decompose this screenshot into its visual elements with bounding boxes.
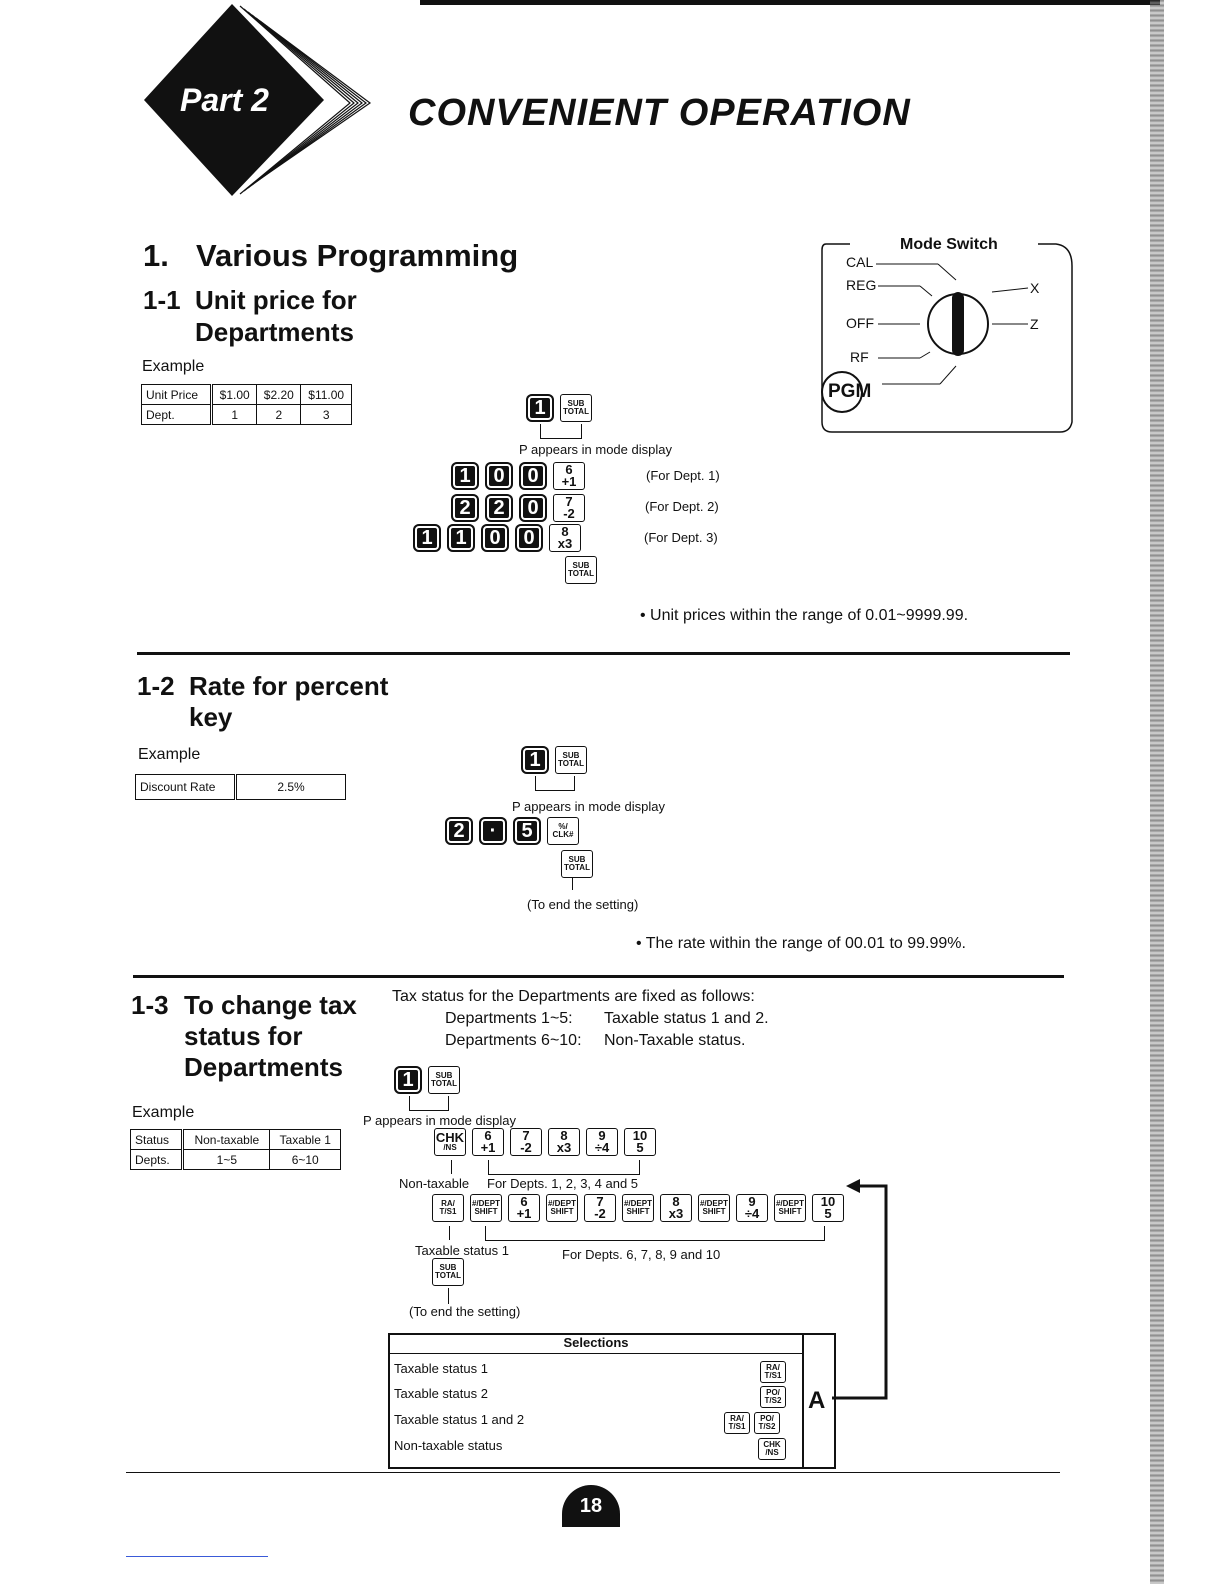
table-cell: 1~5 [183,1150,270,1170]
selection-row: Non-taxable status [394,1438,503,1453]
key-top: 6 [520,1194,528,1209]
key-top: SUB [572,561,590,570]
dept-key [736,1194,768,1222]
dept-key [510,1128,542,1156]
table-cell: 2.5% [236,775,346,800]
key-top: 9 [748,1194,756,1209]
key-top: %/ [558,822,568,831]
section-number: 1. [143,238,169,273]
footnote-rule [126,1556,268,1557]
key-bottom: 5 [636,1140,644,1155]
subsection-title: To change tax [184,990,357,1020]
subtotal-key [561,850,593,878]
digit-key: 1 [526,394,554,422]
key-top: CHK [435,1130,465,1145]
section-title: Various Programming [196,238,519,273]
table-cell: Depts. [131,1150,183,1170]
end-note: (To end the setting) [409,1304,521,1319]
key-bottom: TOTAL [564,863,590,872]
key-bottom: TOTAL [568,569,594,578]
key-bottom: SHIFT [626,1207,650,1216]
dept-shift-key [470,1194,502,1222]
percent-key [547,817,579,845]
key-subtotal-end [561,850,599,878]
p-note: P appears in mode display [363,1113,516,1128]
key-bottom: x3 [668,1206,684,1221]
key-bottom: TOTAL [435,1271,461,1280]
page-number: 18 [562,1485,620,1527]
range-note: • The rate within the range of 00.01 to 99.99%. [636,935,966,952]
dept-key [553,494,585,522]
chk-ns-key [758,1438,786,1460]
subsection-title-line2: status for [184,1021,303,1051]
footer-rule [126,1472,1060,1473]
section-divider [133,975,1064,978]
subsection-title: Unit price for [195,285,357,315]
key-bottom: SHIFT [474,1207,498,1216]
digit-key: 1 [413,524,441,552]
key-top: 7 [596,1194,604,1209]
decimal-key: · [479,817,507,845]
arrow-connector [830,1178,892,1402]
digit-key: 2 [445,817,473,845]
ra-ts1-key [760,1361,786,1383]
subtotal-key [565,556,597,584]
key-top: 10 [820,1194,836,1209]
digit-key: 5 [513,817,541,845]
dept-note: (For Dept. 2) [645,499,719,514]
dept-key [548,1128,580,1156]
subsection-title-line2: key [189,702,233,732]
subsection-number: 1-3 [131,990,169,1020]
table-cell: 3 [301,405,352,425]
table-cell: $11.00 [301,385,352,405]
chk-ns-key [434,1128,466,1156]
digit-key: 1 [447,524,475,552]
key-row-dept2 [451,494,591,522]
mode-reg: REG [846,277,877,293]
key-subtotal-end [565,556,603,584]
key-top: RA/ [766,1363,780,1372]
table-cell: Status [131,1130,183,1150]
selections-title: Selections [390,1335,802,1354]
table-cell: Non-taxable [183,1130,270,1150]
key-bottom: T/S2 [764,1396,782,1405]
key-top: PO/ [760,1414,774,1423]
mode-pgm: PGM [828,381,872,402]
key-top: #/DEPT [547,1199,576,1208]
key-top: 7 [565,494,573,509]
mode-cal: CAL [846,254,874,270]
key-sequence [394,1066,466,1094]
digit-key: 0 [485,462,513,490]
digit-key: 1 [451,462,479,490]
range-note: • Unit prices within the range of 0.01~9999.99. [640,607,969,624]
key-bottom: CLK# [552,830,574,839]
dept-shift-key [774,1194,806,1222]
table-cell: 1 [212,405,257,425]
subsection-title-line2: Departments [195,317,354,347]
fixed-status-value: Non-Taxable status. [604,1032,746,1049]
po-ts2-key [760,1386,786,1408]
ra-ts1-key [724,1412,750,1434]
example-table [130,1129,341,1170]
table-cell: $2.20 [257,385,301,405]
example-label: Example [142,358,205,375]
dept-key [624,1128,656,1156]
divider [802,1335,804,1467]
key-sequence [521,746,593,774]
digit-key: 0 [481,524,509,552]
example-label: Example [138,746,201,763]
mode-x: X [1030,280,1040,296]
selection-row: Taxable status 1 [394,1361,488,1376]
subtotal-key [560,394,592,422]
subtotal-key [432,1258,464,1286]
digit-key: 0 [519,462,547,490]
tick [448,1288,449,1304]
selection-row: Taxable status 2 [394,1386,488,1401]
key-top: 6 [565,462,573,477]
digit-key: 1 [521,746,549,774]
p-note: P appears in mode display [519,442,672,457]
part-banner [140,0,380,200]
key-top: 10 [632,1128,648,1143]
dept-note: (For Dept. 1) [646,468,720,483]
bracket [409,1096,449,1111]
dept-key [472,1128,504,1156]
subsection-number: 1-1 [143,285,181,315]
dept-key [586,1128,618,1156]
key-top: SUB [439,1263,457,1272]
key-bottom: ÷4 [594,1140,610,1155]
mode-switch-title: Mode Switch [900,236,998,253]
key-row-dept3 [413,524,587,552]
key-top: RA/ [730,1414,744,1423]
key-top: 9 [598,1128,606,1143]
key-bottom: -2 [563,506,575,521]
page-title: CONVENIENT OPERATION [408,92,911,134]
tax-label: Taxable status 1 [415,1243,509,1258]
key-top: SUB [567,399,585,408]
scan-edge [1150,0,1164,1584]
selections-table [388,1333,836,1469]
ra-ts1-key [432,1194,464,1222]
key-top: 6 [484,1128,492,1143]
table-cell: Taxable 1 [270,1130,341,1150]
key-bottom: /NS [443,1143,457,1152]
key-subtotal-end [432,1258,470,1286]
key-top: SUB [562,751,580,760]
key-top: #/DEPT [623,1199,652,1208]
key-row-dept1 [451,462,591,490]
dept-key [660,1194,692,1222]
key-top: CHK [763,1440,781,1449]
key-top: 8 [672,1194,680,1209]
tick [572,878,573,890]
example-label: Example [132,1104,195,1121]
key-bottom: +1 [561,474,577,489]
key-bottom: SHIFT [550,1207,574,1216]
nontax-label: Non-taxable [399,1176,470,1191]
key-sequence [526,394,598,422]
dept-key [549,524,581,552]
key-bottom: SHIFT [778,1207,802,1216]
end-note: (To end the setting) [527,897,639,912]
mode-z: Z [1030,316,1039,332]
key-top: #/DEPT [471,1199,500,1208]
key-bottom: T/S1 [764,1371,782,1380]
table-cell: Discount Rate [136,775,236,800]
bracket [540,424,582,439]
digit-key: 2 [485,494,513,522]
key-top: SUB [568,855,586,864]
table-cell: $1.00 [212,385,257,405]
subtotal-key [428,1066,460,1094]
key-bottom: -2 [520,1140,532,1155]
po-ts2-key [754,1412,780,1434]
dept-shift-key [546,1194,578,1222]
tax-intro: Tax status for the Departments are fixed as follows: [392,988,755,1005]
key-top: #/DEPT [699,1199,728,1208]
key-bottom: +1 [480,1140,496,1155]
key-bottom: /NS [765,1448,779,1457]
key-top: SUB [435,1071,453,1080]
dept-shift-key [698,1194,730,1222]
key-row-rate [445,817,585,845]
key-bottom: TOTAL [563,407,589,416]
tax-depts: For Depts. 6, 7, 8, 9 and 10 [562,1247,721,1262]
bracket [485,1226,825,1241]
digit-key: 0 [515,524,543,552]
dept-key [508,1194,540,1222]
key-row-nontax [434,1128,662,1156]
tick [449,1226,450,1240]
key-bottom: 5 [824,1206,832,1221]
mode-switch-diagram [820,236,1076,436]
fixed-status-label: Departments 6~10: [445,1032,582,1049]
key-top: 7 [522,1128,530,1143]
key-top: RA/ [441,1199,455,1208]
selection-marker: A [808,1387,826,1414]
subsection-number: 1-2 [137,671,175,701]
bracket [535,776,575,791]
key-bottom: T/S1 [728,1422,746,1431]
dept-note: (For Dept. 3) [644,530,718,545]
key-row-tax [432,1194,850,1222]
section-divider [137,652,1070,655]
key-bottom: x3 [557,536,573,551]
example-table [141,384,352,425]
key-bottom: TOTAL [431,1079,457,1088]
table-cell: 2 [257,405,301,425]
key-bottom: TOTAL [558,759,584,768]
dept-key [553,462,585,490]
selection-row: Taxable status 1 and 2 [394,1412,525,1427]
tick [451,1160,452,1174]
digit-key: 0 [519,494,547,522]
part-label: Part 2 [180,82,269,118]
table-cell: Dept. [142,405,212,425]
bracket [488,1160,640,1175]
dept-key [584,1194,616,1222]
mode-off: OFF [846,315,874,331]
table-cell: Unit Price [142,385,212,405]
key-top: 8 [560,1128,568,1143]
digit-key: 1 [394,1066,422,1094]
key-bottom: T/S2 [758,1422,776,1431]
subsection-title-line3: Departments [184,1052,343,1082]
example-table [135,774,346,800]
key-top: #/DEPT [775,1199,804,1208]
subsection-title: Rate for percent [189,671,389,701]
key-top: 8 [561,524,569,539]
nontax-depts: For Depts. 1, 2, 3, 4 and 5 [487,1176,639,1191]
key-bottom: +1 [516,1206,532,1221]
key-bottom: SHIFT [702,1207,726,1216]
dept-shift-key [622,1194,654,1222]
top-rule [420,0,1160,5]
fixed-status-value: Taxable status 1 and 2. [604,1010,769,1027]
mode-rf: RF [850,349,869,365]
key-bottom: -2 [594,1206,606,1221]
key-bottom: x3 [556,1140,572,1155]
fixed-status-label: Departments 1~5: [445,1010,573,1027]
key-bottom: T/S1 [439,1207,457,1216]
subtotal-key [555,746,587,774]
p-note: P appears in mode display [512,799,665,814]
key-bottom: ÷4 [744,1206,760,1221]
table-cell: 6~10 [270,1150,341,1170]
digit-key: 2 [451,494,479,522]
key-top: PO/ [766,1388,780,1397]
